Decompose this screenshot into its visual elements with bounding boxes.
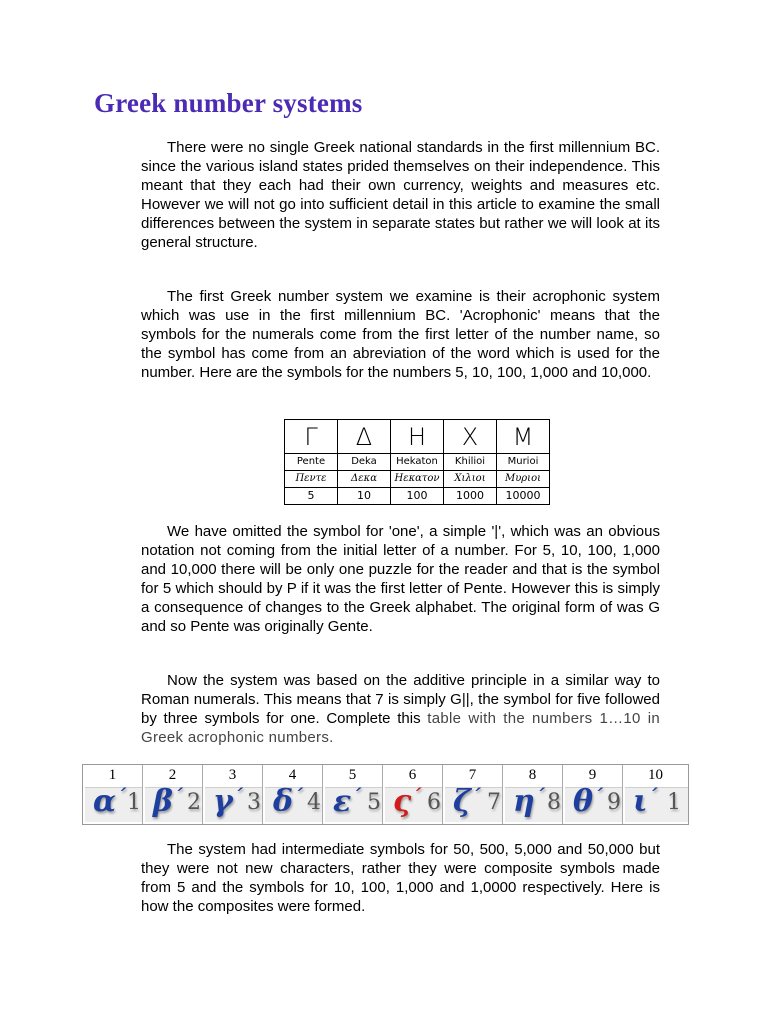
paragraph-intermediate: The system had intermediate symbols for 50, 500, 5,000 and 50,000 but they were not new characters, rather they were composite symbols made from 5 and the symbols for 10, 100, 1,000 and 1,0000 respectively. Here is how the composites were formed.	[141, 841, 660, 915]
greek-letter: θ	[573, 784, 594, 819]
symbol-hekaton: Η	[391, 420, 444, 454]
strip-ghost-digit: 4	[307, 790, 321, 815]
strip-glyph-box	[625, 784, 688, 822]
keraia-mark: ´	[351, 784, 362, 808]
strip-number: 3	[228, 767, 237, 783]
greek-letter: δ	[273, 784, 294, 819]
table-cell: 100	[391, 488, 444, 505]
strip-cell	[143, 765, 203, 824]
table-row-greek-names	[285, 471, 550, 488]
strip-number: 4	[288, 767, 297, 783]
table-row-names	[285, 454, 550, 471]
strip-cell	[623, 765, 688, 824]
strip-number: 8	[528, 767, 537, 783]
strip-cell	[323, 765, 383, 824]
strip-glyph-box	[445, 784, 502, 822]
paragraph-intro: There were no single Greek national standards in the first millennium BC. since the various island states prided themselves on their independence. This meant that they each had their own currency, weights and measures etc. However we will not go into sufficient detail in this article to examine the small differences between the system in separate states but rather we will look at its general structure.	[141, 139, 660, 251]
strip-number: 6	[408, 767, 417, 783]
table-cell: 10000	[497, 488, 550, 505]
table-row-values	[285, 488, 550, 505]
strip-glyph-box	[265, 784, 322, 822]
strip-cell	[443, 765, 503, 824]
strip-cell	[383, 765, 443, 824]
symbol-murioi: Μ	[497, 420, 550, 454]
keraia-mark: ´	[593, 784, 604, 808]
table-cell: Ηεκατον	[391, 471, 444, 488]
table-cell: Δεκα	[338, 471, 391, 488]
greek-numeral-glyph	[513, 784, 545, 819]
table-row-symbols	[285, 420, 550, 454]
strip-glyph-box	[565, 784, 622, 822]
greek-numeral-glyph	[93, 784, 126, 819]
greek-numeral-glyph	[273, 784, 303, 819]
greek-letter: γ	[213, 784, 233, 819]
acrophonic-table	[284, 419, 550, 505]
table-cell: Χιλιοι	[444, 471, 497, 488]
greek-numeral-glyph	[333, 784, 361, 819]
strip-number: 7	[468, 767, 477, 783]
keraia-mark: ´	[411, 784, 422, 808]
strip-number: 10	[648, 767, 663, 783]
paragraph-additive	[141, 671, 660, 747]
keraia-mark: ´	[470, 784, 481, 808]
greek-numeral-glyph	[453, 784, 481, 819]
strip-ghost-digit: 7	[487, 790, 501, 815]
greek-numeral-glyph	[393, 784, 421, 819]
table-cell: 1000	[444, 488, 497, 505]
strip-number: 5	[348, 767, 357, 783]
strip-cell	[563, 765, 623, 824]
strip-ghost-digit: 8	[547, 790, 561, 815]
strip-glyph-box	[505, 784, 562, 822]
strip-number: 9	[588, 767, 597, 783]
strip-ghost-digit: 9	[607, 790, 621, 815]
strip-glyph-box	[85, 784, 142, 822]
keraia-mark: ´	[647, 784, 658, 808]
table-cell: Murioi	[497, 454, 550, 471]
table-cell: Πεντε	[285, 471, 338, 488]
greek-letter: ζ	[453, 784, 471, 819]
symbol-khilioi: Χ	[444, 420, 497, 454]
keraia-mark: ´	[534, 784, 545, 808]
greek-letter: α	[93, 784, 117, 819]
paragraph-omitted-one: We have omitted the symbol for 'one', a simple '|', which was an obvious notation not coming from the initial letter of a number. For 5, 10, 100, 1,000 and 10,000 there will be only one puzzle for the reader and that is the symbol for 5 which should by P if it was the first letter of Pente. However this is simply a consequence of changes to the Greek alphabet. The original form of was G and so Pente was originally Gente.	[141, 523, 660, 635]
table-cell: Hekaton	[391, 454, 444, 471]
strip-cell	[203, 765, 263, 824]
greek-numeral-glyph	[573, 784, 603, 819]
greek-numeral-glyph	[633, 784, 658, 819]
symbol-pente: Γ	[285, 420, 338, 454]
keraia-mark: ´	[293, 784, 304, 808]
symbol-deka: Δ	[338, 420, 391, 454]
greek-letter: ς	[393, 784, 412, 819]
strip-cell	[263, 765, 323, 824]
greek-numeral-glyph	[153, 784, 183, 819]
strip-ghost-digit: 5	[367, 790, 381, 815]
greek-letter: η	[513, 784, 535, 819]
greek-letter: β	[153, 784, 173, 819]
strip-glyph-box	[325, 784, 382, 822]
table-cell: 5	[285, 488, 338, 505]
table-cell: Deka	[338, 454, 391, 471]
strip-glyph-box	[205, 784, 262, 822]
strip-ghost-digit: 1	[127, 790, 141, 815]
table-cell: Pente	[285, 454, 338, 471]
strip-glyph-box	[145, 784, 202, 822]
keraia-mark: ´	[172, 784, 183, 808]
table-cell: Μυριοι	[497, 471, 550, 488]
strip-ghost-digit: 1	[667, 790, 681, 815]
table-cell: 10	[338, 488, 391, 505]
page-title: Greek number systems	[94, 88, 363, 118]
keraia-mark: ´	[232, 784, 243, 808]
greek-letter: ι	[633, 784, 648, 819]
keraia-mark: ´	[116, 784, 127, 808]
strip-glyph-box	[385, 784, 442, 822]
strip-ghost-digit: 2	[187, 790, 201, 815]
strip-number: 1	[108, 767, 117, 783]
numbers-strip	[82, 764, 689, 825]
greek-numeral-glyph	[213, 784, 243, 819]
strip-ghost-digit: 6	[427, 790, 441, 815]
paragraph-additive-tail: table with the numbers 1…10 in Greek acrophonic numbers.	[141, 710, 660, 746]
greek-letter: ε	[333, 784, 352, 819]
table-cell: Khilioi	[444, 454, 497, 471]
paragraph-acrophonic: The first Greek number system we examine is their acrophonic system which was use in the first millennium BC. 'Acrophonic' means that the symbols for the numerals come from the first letter of the number name, so the symbol has come from an abreviation of the word which is used for the number. Here are the symbols for the numbers 5, 10, 100, 1,000 and 10,000.	[141, 288, 660, 381]
strip-cell	[503, 765, 563, 824]
strip-ghost-digit: 3	[247, 790, 261, 815]
paragraph-additive-main: Now the system was based on the additive principle in a similar way to Roman numerals. This means that 7 is simply G||, the symbol for five followed by three symbols for one. Complete this	[141, 672, 660, 727]
strip-number: 2	[168, 767, 177, 783]
strip-cell	[83, 765, 143, 824]
